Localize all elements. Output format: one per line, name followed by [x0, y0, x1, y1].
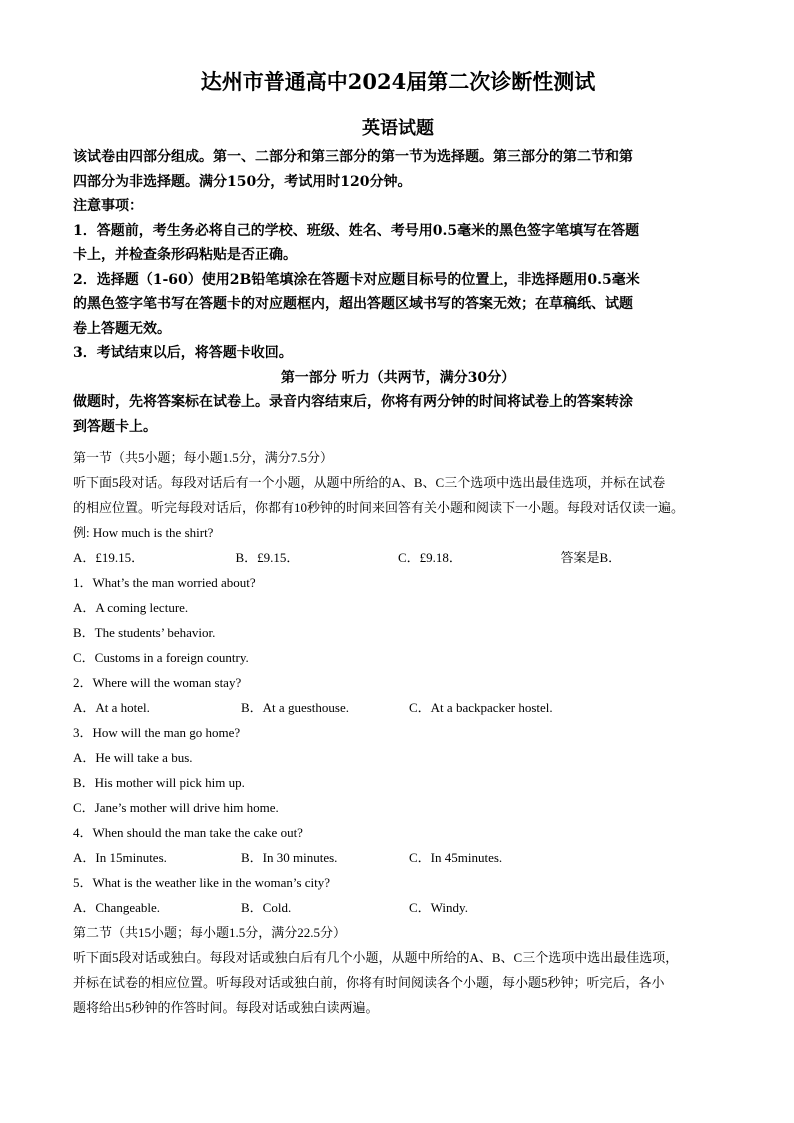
example-options [73, 545, 723, 570]
note-3: 3．考试结束以后，将答题卡收回。 [73, 345, 293, 361]
option-b: B．Cold. [241, 900, 292, 915]
option-a: A．At a hotel. [73, 700, 150, 715]
intro-block [73, 145, 723, 439]
part1-instruction: 做题时，先将答案标在试卷上。录音内容结束后，你将有两分钟的时间将试卷上的答案转涂 [73, 394, 633, 410]
note-1: 1．答题前，考生务必将自己的学校、班级、姓名、考号用0.5毫米的黑色签字笔填写在答题 [73, 222, 640, 239]
option-a: A．He will take a bus. [73, 750, 193, 765]
option-b: B．His mother will pick him up. [73, 775, 245, 790]
question-2-options [73, 695, 723, 720]
option-c: C．Customs in a foreign country. [73, 650, 249, 665]
section2-heading: 第二节（共15小题；每小题1.5分，满分22.5分） [73, 925, 347, 940]
option-b: B．£9.15． [235, 550, 300, 565]
question-3: 3．How will the man go home? [73, 725, 241, 740]
part1-instruction-cont: 到答题卡上。 [73, 418, 157, 435]
option-a: A．£19.15． [73, 550, 145, 565]
note-2: 2．选择题（1-60）使用2B铅笔填涂在答题卡对应题目标号的位置上，非选择题用0.5毫米 [73, 271, 640, 288]
option-c: C．£9.18． [398, 550, 462, 565]
section2-instruction-cont: 并标在试卷的相应位置。听每段对话或独白前，你将有时间阅读各个小题，每小题5秒钟；听完后，各小 [73, 975, 665, 990]
exam-title: 达州市普通高中2024届第二次诊断性测试 [200, 69, 596, 94]
section1-instruction-cont: 的相应位置。听完每段对话后，你都有10秒钟的时间来回答有关小题和阅读下一小题。每段对话仅读一遍。 [73, 500, 685, 515]
option-a: A．A coming lecture. [73, 600, 189, 615]
option-a: A．In 15minutes. [73, 850, 167, 865]
option-c: C．At a backpacker hostel. [409, 700, 553, 715]
listening-section [73, 445, 723, 1020]
option-b: B．At a guesthouse. [241, 700, 349, 715]
option-c: C．Windy. [409, 900, 468, 915]
section2-instruction-cont: 题将给出5秒钟的作答时间。每段对话或独白读两遍。 [73, 1000, 379, 1015]
intro-line: 该试卷由四部分组成。第一、二部分和第三部分的第一节为选择题。第三部分的第二节和第 [73, 149, 633, 165]
intro-line: 四部分为非选择题。满分150分，考试用时120分钟。 [73, 173, 412, 190]
question-4-options [73, 845, 723, 870]
question-5-options [73, 895, 723, 920]
option-b: B．In 30 minutes. [241, 850, 338, 865]
question-4: 4．When should the man take the cake out? [73, 825, 303, 840]
section1-instruction: 听下面5段对话。每段对话后有一个小题，从题中所给的A、B、C三个选项中选出最佳选项，并标在试卷 [73, 475, 666, 490]
question-2: 2．Where will the woman stay? [73, 675, 242, 690]
option-b: B．The students’ behavior. [73, 625, 216, 640]
section1-heading: 第一节（共5小题；每小题1.5分，满分7.5分） [73, 450, 334, 465]
option-a: A．Changeable. [73, 900, 161, 915]
option-c: C．Jane’s mother will drive him home. [73, 800, 279, 815]
part1-heading: 第一部分 听力（共两节，满分30分） [280, 369, 516, 386]
example-answer: 答案是B． [560, 550, 622, 565]
option-c: C．In 45minutes. [409, 850, 503, 865]
notes-title: 注意事项： [73, 198, 143, 214]
note-2-cont: 卷上答题无效。 [73, 320, 171, 337]
question-1: 1．What’s the man worried about? [73, 575, 256, 590]
note-2-cont: 的黑色签字笔书写在答题卡的对应题框内，超出答题区域书写的答案无效；在草稿纸、试题 [73, 296, 633, 312]
note-1-cont: 卡上，并检查条形码粘贴是否正确。 [73, 247, 297, 263]
example-question: 例: How much is the shirt? [73, 525, 214, 540]
exam-subtitle: 英语试题 [362, 118, 434, 139]
question-5: 5．What is the weather like in the woman’s city? [73, 875, 331, 890]
section2-instruction: 听下面5段对话或独白。每段对话或独白后有几个小题，从题中所给的A、B、C三个选项中选出最佳选项， [73, 950, 679, 965]
